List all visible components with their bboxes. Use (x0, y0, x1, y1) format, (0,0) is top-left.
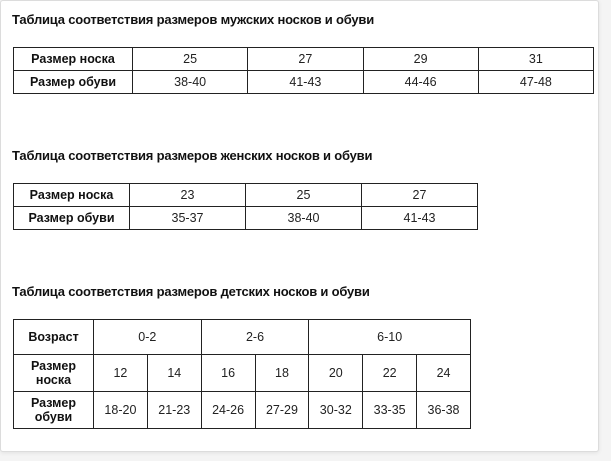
kids-sock-cell: 24 (417, 355, 471, 392)
kids-sock-label: Размер носка (14, 355, 94, 392)
women-shoe-cell: 35-37 (130, 207, 246, 230)
men-shoe-label: Размер обуви (14, 71, 133, 94)
kids-shoe-cell: 36-38 (417, 392, 471, 429)
kids-age-cell: 2-6 (201, 320, 309, 355)
kids-sock-row (14, 355, 471, 392)
kids-shoe-label: Размер обуви (14, 392, 94, 429)
kids-sock-cell: 18 (255, 355, 309, 392)
kids-sock-cell: 12 (94, 355, 148, 392)
kids-sock-cell: 22 (363, 355, 417, 392)
women-shoe-label: Размер обуви (14, 207, 130, 230)
kids-sock-cell: 16 (201, 355, 255, 392)
men-size-table (13, 47, 594, 94)
men-sock-cell: 29 (363, 48, 478, 71)
women-size-table (13, 183, 478, 230)
kids-sock-cell: 14 (147, 355, 201, 392)
kids-shoe-cell: 21-23 (147, 392, 201, 429)
kids-shoe-cell: 18-20 (94, 392, 148, 429)
men-sock-cell: 27 (248, 48, 363, 71)
men-shoe-cell: 47-48 (478, 71, 593, 94)
kids-shoe-cell: 24-26 (201, 392, 255, 429)
women-table-title: Таблица соответствия размеров женских носков и обуви (12, 148, 373, 163)
kids-age-label: Возраст (14, 320, 94, 355)
men-shoe-cell: 44-46 (363, 71, 478, 94)
kids-age-cell: 0-2 (94, 320, 202, 355)
kids-shoe-row (14, 392, 471, 429)
kids-age-row (14, 320, 471, 355)
kids-table-title: Таблица соответствия размеров детских носков и обуви (12, 284, 370, 299)
men-shoe-row (14, 71, 594, 94)
men-shoe-cell: 41-43 (248, 71, 363, 94)
women-shoe-cell: 38-40 (246, 207, 362, 230)
men-sock-label: Размер носка (14, 48, 133, 71)
kids-shoe-cell: 27-29 (255, 392, 309, 429)
men-sock-row (14, 48, 594, 71)
kids-age-cell: 6-10 (309, 320, 471, 355)
men-table-title: Таблица соответствия размеров мужских носков и обуви (12, 12, 374, 27)
women-sock-cell: 23 (130, 184, 246, 207)
women-shoe-cell: 41-43 (362, 207, 478, 230)
women-sock-cell: 25 (246, 184, 362, 207)
men-sock-cell: 31 (478, 48, 593, 71)
women-sock-row (14, 184, 478, 207)
men-shoe-cell: 38-40 (133, 71, 248, 94)
kids-shoe-cell: 30-32 (309, 392, 363, 429)
women-sock-label: Размер носка (14, 184, 130, 207)
kids-sock-cell: 20 (309, 355, 363, 392)
women-shoe-row (14, 207, 478, 230)
kids-shoe-cell: 33-35 (363, 392, 417, 429)
kids-size-table (13, 319, 471, 429)
men-sock-cell: 25 (133, 48, 248, 71)
women-sock-cell: 27 (362, 184, 478, 207)
